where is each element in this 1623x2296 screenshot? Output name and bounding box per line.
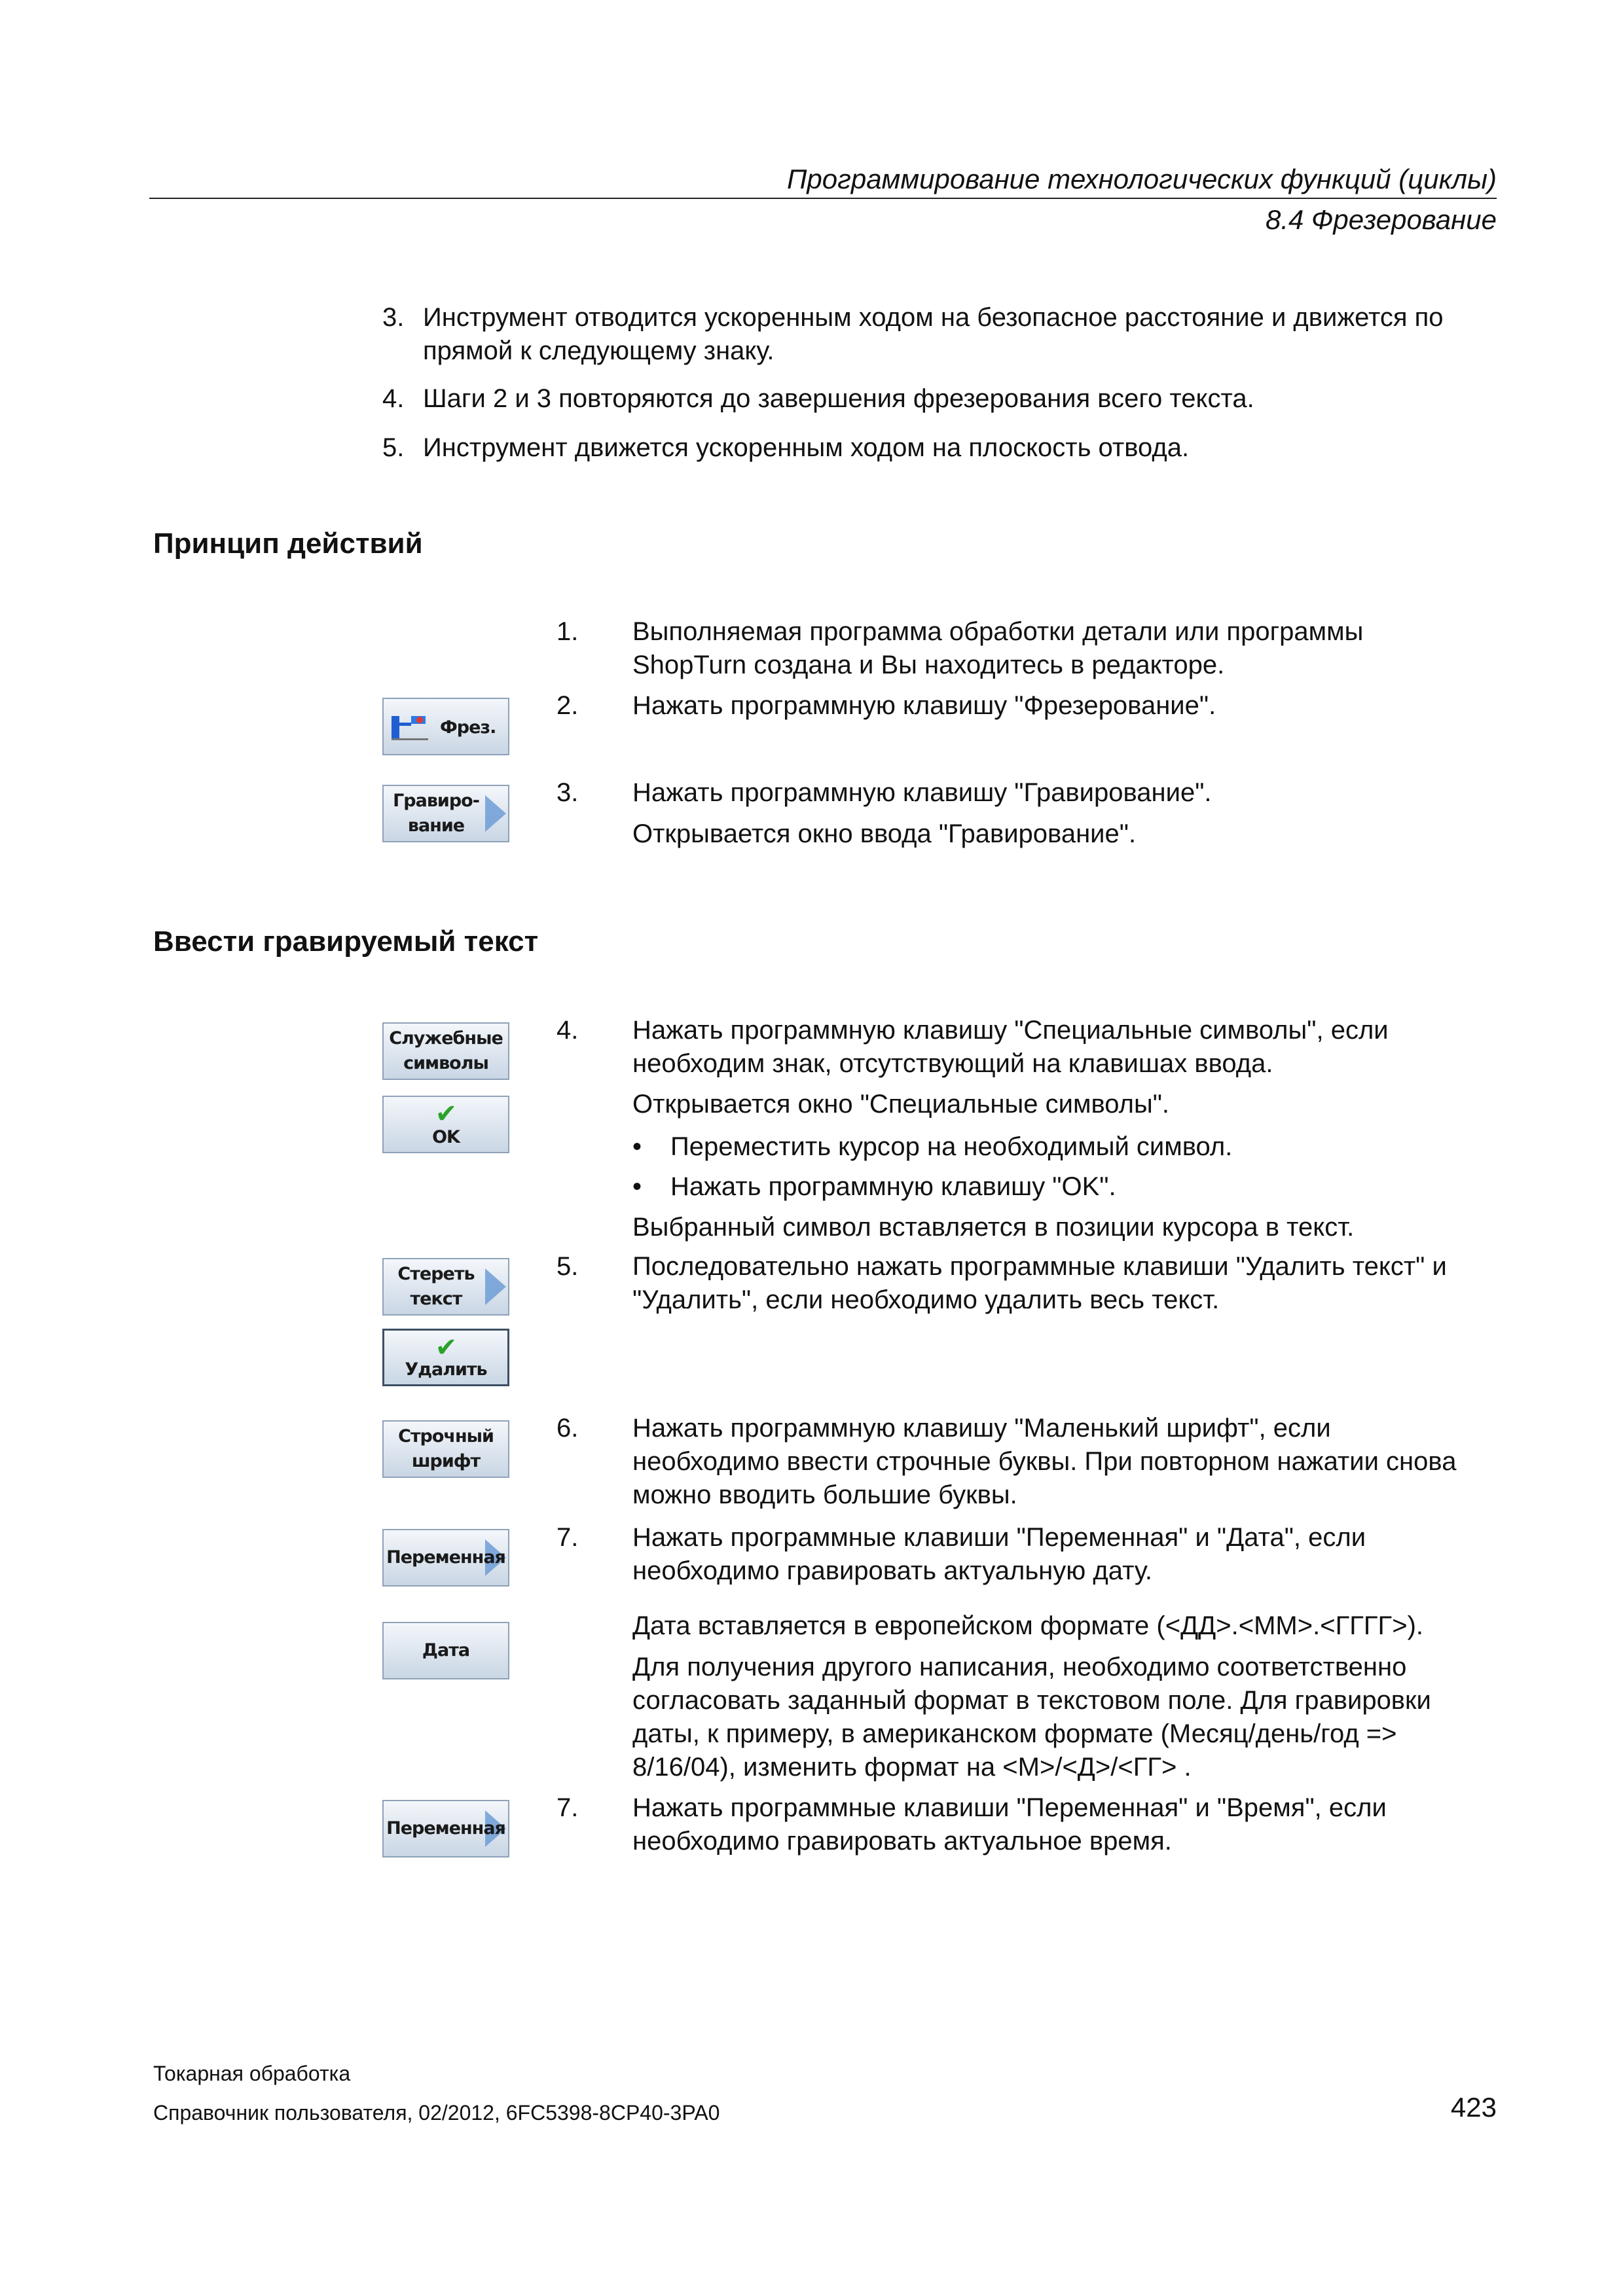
- date-info-text: согласовать заданный формат в текстовом поле. Для гравировки: [632, 1686, 1431, 1715]
- step-text: Нажать программные клавиши "Переменная" и "Время", если: [632, 1793, 1387, 1822]
- running-header-chapter: Программирование технологических функций (циклы): [786, 164, 1497, 194]
- softkey-label: Удалить: [405, 1359, 487, 1380]
- step-text: Нажать программную клавишу "Гравирование".: [632, 778, 1212, 807]
- step-text: Нажать программные клавиши "Переменная" и "Дата", если: [632, 1523, 1366, 1552]
- checkmark-icon: ✔: [435, 1099, 457, 1129]
- step-text: Инструмент движется ускоренным ходом на плоскость отвода.: [423, 433, 1190, 462]
- softkey-label: Переменная: [386, 1818, 505, 1839]
- section-heading: Принцип действий: [153, 528, 423, 560]
- step-text: ShopTurn создана и Вы находитесь в редакторе.: [632, 651, 1225, 679]
- step-number: 3.: [382, 303, 405, 332]
- bullet-icon: •: [632, 1172, 642, 1201]
- clear-text-softkey[interactable]: [382, 1258, 509, 1316]
- header-divider: [149, 198, 1497, 199]
- date-info-text: 8/16/04), изменить формат на <M>/<Д>/<ГГ> .: [632, 1753, 1192, 1782]
- step-number: 1.: [556, 617, 579, 646]
- step-number: 4.: [382, 384, 405, 413]
- step-text: можно вводить большие буквы.: [632, 1480, 1017, 1509]
- page-number: 423: [1450, 2092, 1497, 2123]
- softkey-label-line: символы: [403, 1053, 488, 1073]
- step-text: Нажать программную клавишу "Фрезерование".: [632, 691, 1216, 720]
- lowercase-softkey[interactable]: [382, 1420, 509, 1478]
- bullet-icon: •: [632, 1132, 642, 1161]
- date-info-text: даты, к примеру, в американском формате (Месяц/день/год =>: [632, 1719, 1397, 1748]
- softkey-label-line: Строчный: [398, 1426, 494, 1446]
- softkey-label: Переменная: [386, 1547, 505, 1568]
- softkey-label: Фрез.: [440, 717, 496, 738]
- milling-icon: [390, 713, 429, 742]
- softkey-label-line: Служебные: [389, 1028, 503, 1049]
- softkey-label-line: вание: [407, 816, 465, 836]
- softkey-label-line: Гравиро-: [393, 791, 479, 811]
- footer-title: Токарная обработка: [153, 2062, 351, 2085]
- special-characters-softkey[interactable]: [382, 1022, 509, 1080]
- date-info-text: Для получения другого написания, необходимо соответственно: [632, 1653, 1407, 1681]
- running-header-section: 8.4 Фрезерование: [1265, 204, 1497, 235]
- softkey-label-line: шрифт: [411, 1451, 481, 1471]
- step-text: необходимо гравировать актуальную дату.: [632, 1556, 1152, 1585]
- step-text: Инструмент отводится ускоренным ходом на безопасное расстояние и движется по: [423, 303, 1444, 332]
- step-text: необходимо гравировать актуальное время.: [632, 1827, 1172, 1856]
- step-text: "Удалить", если необходимо удалить весь текст.: [632, 1285, 1220, 1314]
- step-text: Открывается окно "Специальные символы".: [632, 1090, 1170, 1119]
- variable-softkey[interactable]: [382, 1529, 509, 1587]
- step-text: Последовательно нажать программные клавиши "Удалить текст" и: [632, 1252, 1447, 1281]
- date-softkey[interactable]: [382, 1622, 509, 1679]
- step-text: необходим знак, отсутствующий на клавишах ввода.: [632, 1049, 1273, 1078]
- date-info-text: Дата вставляется в европейском формате (<ДД>.<ММ>.<ГГГГ>).: [632, 1611, 1424, 1640]
- step-number: 7.: [556, 1523, 579, 1552]
- softkey-label-line: текст: [410, 1289, 462, 1309]
- submenu-arrow-icon: [485, 1268, 506, 1305]
- softkey-label: Дата: [422, 1640, 470, 1660]
- step-number: 7.: [556, 1793, 579, 1822]
- softkey-label: [384, 789, 488, 838]
- step-number: 6.: [556, 1414, 579, 1443]
- submenu-arrow-icon: [485, 795, 506, 832]
- delete-softkey[interactable]: [382, 1329, 509, 1386]
- step-text: Выполняемая программа обработки детали или программы: [632, 617, 1364, 646]
- softkey-label: [384, 1026, 508, 1076]
- softkey-label: [384, 1424, 508, 1474]
- step-number: 4.: [556, 1016, 579, 1045]
- step-text: необходимо ввести строчные буквы. При повторном нажатии снова: [632, 1447, 1457, 1476]
- ok-softkey[interactable]: [382, 1096, 509, 1153]
- softkey-label: OK: [432, 1127, 460, 1147]
- step-number: 5.: [382, 433, 405, 462]
- softkey-label-line: Стереть: [397, 1264, 475, 1284]
- step-number: 5.: [556, 1252, 579, 1281]
- step-text: прямой к следующему знаку.: [423, 336, 775, 365]
- step-number: 3.: [556, 778, 579, 807]
- softkey-label: [384, 1262, 488, 1312]
- step-text: Шаги 2 и 3 повторяются до завершения фрезерования всего текста.: [423, 384, 1254, 413]
- engraving-softkey[interactable]: [382, 785, 509, 842]
- step-text: Нажать программную клавишу "Специальные символы", если: [632, 1016, 1389, 1045]
- section-heading: Ввести гравируемый текст: [153, 925, 539, 958]
- milling-softkey[interactable]: [382, 698, 509, 755]
- result-text: Выбранный символ вставляется в позиции курсора в текст.: [632, 1213, 1355, 1242]
- footer-document-info: Справочник пользователя, 02/2012, 6FC5398-8CP40-3PA0: [153, 2101, 720, 2125]
- bullet-text: Переместить курсор на необходимый символ.: [670, 1132, 1233, 1161]
- step-text: Нажать программную клавишу "Маленький шрифт", если: [632, 1414, 1331, 1443]
- checkmark-icon: ✔: [435, 1333, 457, 1363]
- step-number: 2.: [556, 691, 579, 720]
- step-text: Открывается окно ввода "Гравирование".: [632, 819, 1137, 848]
- bullet-text: Нажать программную клавишу "OK".: [670, 1172, 1116, 1201]
- variable-softkey-2[interactable]: [382, 1800, 509, 1857]
